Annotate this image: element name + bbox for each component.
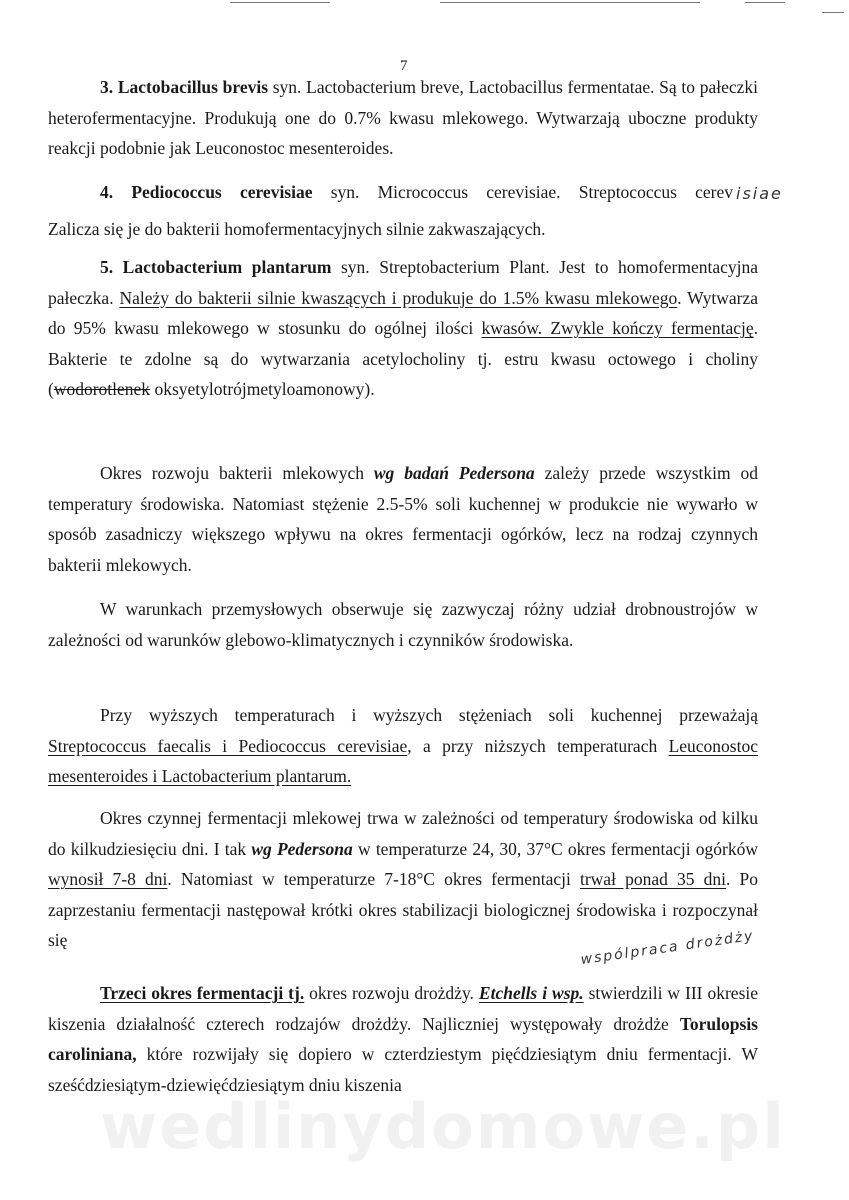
struck-text: wodorotlenek [53, 379, 151, 399]
paragraph-text: zależy przede wszystkim od temperatury środowiska. Natomiast stężenie 2.5-5% soli kuchennej w produkcie nie wywarło w sposób zasadniczy większego wpływu na okres fermentacji ogórków, lecz na rodzaj czynnych bakterii mlekowych. [48, 463, 758, 575]
scan-edge-line [230, 2, 330, 3]
paragraph-text: . Wytwarza do 95% kwasu mlekowego w stosunku do ogólnej ilości [48, 287, 759, 338]
species-heading: 4. Pediococcus cerevisiae [100, 182, 313, 202]
underlined-text: Streptococcus faecalis i Pediococcus cerevisiae [48, 735, 408, 756]
paragraph-text: . Po zaprzestaniu fermentacji następował krótki okres stabilizacji biologicznej środowiska i rozpoczynał się [48, 869, 758, 950]
paragraph-pediococcus-cerevisiae [48, 177, 733, 208]
paragraph-lactobacterium-plantarum [48, 252, 758, 405]
paragraph-industrial-conditions [48, 594, 758, 655]
section-heading: Trzeci okres fermentacji tj. [100, 983, 305, 1003]
handwritten-word-ending: isiae [736, 184, 783, 203]
handwritten-margin-note: wspólpraca drożdży [579, 927, 756, 969]
scan-edge-line [745, 2, 785, 3]
paragraph-text: syn. Lactobacterium breve, Lactobacillus fermentatae. Są to pałeczki heterofermentacyjne. Produkują one do 0.7% kwasu mlekowego. Wytwarzają uboczne produkty reakcji podobnie jak Leuconostoc mesenteroides. [48, 77, 758, 158]
page-number: 7 [400, 58, 408, 74]
paragraph-text: stwierdzili w III okresie kiszenia działalność czterech rodzajów drożdży. Najliczniej występowały drożdże [48, 983, 759, 1034]
authors-text: Etchells i wsp. [478, 983, 584, 1003]
paragraph-third-period [48, 978, 758, 1100]
paragraph-text: , a przy niższych temperaturach [407, 735, 669, 756]
paragraph-text: . Natomiast w temperaturze 7-18°C okres fermentacji [167, 869, 580, 889]
paragraph-text: które rozwijały się dopiero w czterdziestym pięćdziesiątym dniu fermentacji. W sześćdziesiątym-dziewięćdziesiątym dniu kiszenia [48, 1044, 758, 1095]
species-heading: 3. Lactobacillus brevis [100, 77, 269, 97]
paragraph-lactobacillus-brevis [48, 72, 758, 164]
underlined-text: Należy do bakterii silnie kwaszących i produkuje do 1.5% kwasu mlekowego [119, 287, 678, 308]
underlined-text: kwasów. Zwykle kończy fermentację [481, 318, 754, 338]
emphasis-text: wg badań Pedersona [373, 463, 535, 483]
paragraph-fermentation-duration [48, 803, 758, 956]
species-heading: 5. Lactobacterium plantarum [100, 257, 332, 277]
paragraph-text: okres rozwoju drożdży. [304, 983, 479, 1003]
paragraph-text: . Bakterie te zdolne są do wytwarzania acetylocholiny tj. estru kwasu octowego i choliny ( [48, 318, 759, 399]
underlined-text: wynosił 7-8 dni [48, 869, 168, 889]
paragraph-text: W warunkach przemysłowych obserwuje się zazwyczaj różny udział drobnoustrojów w zależności od warunków glebowo-klimatycznych i czynników środowiska. [48, 599, 758, 650]
underlined-text: Leuconostoc mesenteroides i Lactobacterium plantarum. [48, 735, 758, 786]
paragraph-text: Okres rozwoju bakterii mlekowych [100, 463, 374, 483]
underlined-text: trwał ponad 35 dni [579, 869, 726, 889]
paragraph-text: syn. Micrococcus cerevisiae. Streptococcus cerev [312, 182, 734, 202]
emphasis-text: wg Pedersona [251, 838, 353, 859]
paragraph-text: Okres czynnej fermentacji mlekowej trwa w zależności od temperatury środowiska od kilku do kilkudziesięciu dni. I tak [48, 808, 758, 859]
paragraph-text: w temperaturze 24, 30, 37°C okres fermentacji ogórków [352, 838, 759, 859]
watermark: wedlinydomowe.pl [100, 1090, 786, 1163]
paragraph-text: oksyetylotrójmetyloamonowy). [150, 379, 375, 399]
paragraph-text: Zalicza się je do bakterii homofermentacyjnych silnie zakwaszających. [48, 219, 546, 239]
species-name: Torulopsis caroliniana, [48, 1013, 758, 1064]
scan-edge-line [440, 2, 700, 3]
scan-edge-line [822, 12, 844, 13]
paragraph-pediococcus-line2 [48, 214, 758, 245]
paragraph-temperature-salt [48, 700, 758, 792]
paragraph-text: Przy wyższych temperaturach i wyższych stężeniach soli kuchennej przeważają [100, 705, 758, 725]
paragraph-pederson-development [48, 458, 758, 580]
paragraph-text: syn. Streptobacterium Plant. Jest to homofermentacyjna pałeczka. [48, 257, 758, 308]
